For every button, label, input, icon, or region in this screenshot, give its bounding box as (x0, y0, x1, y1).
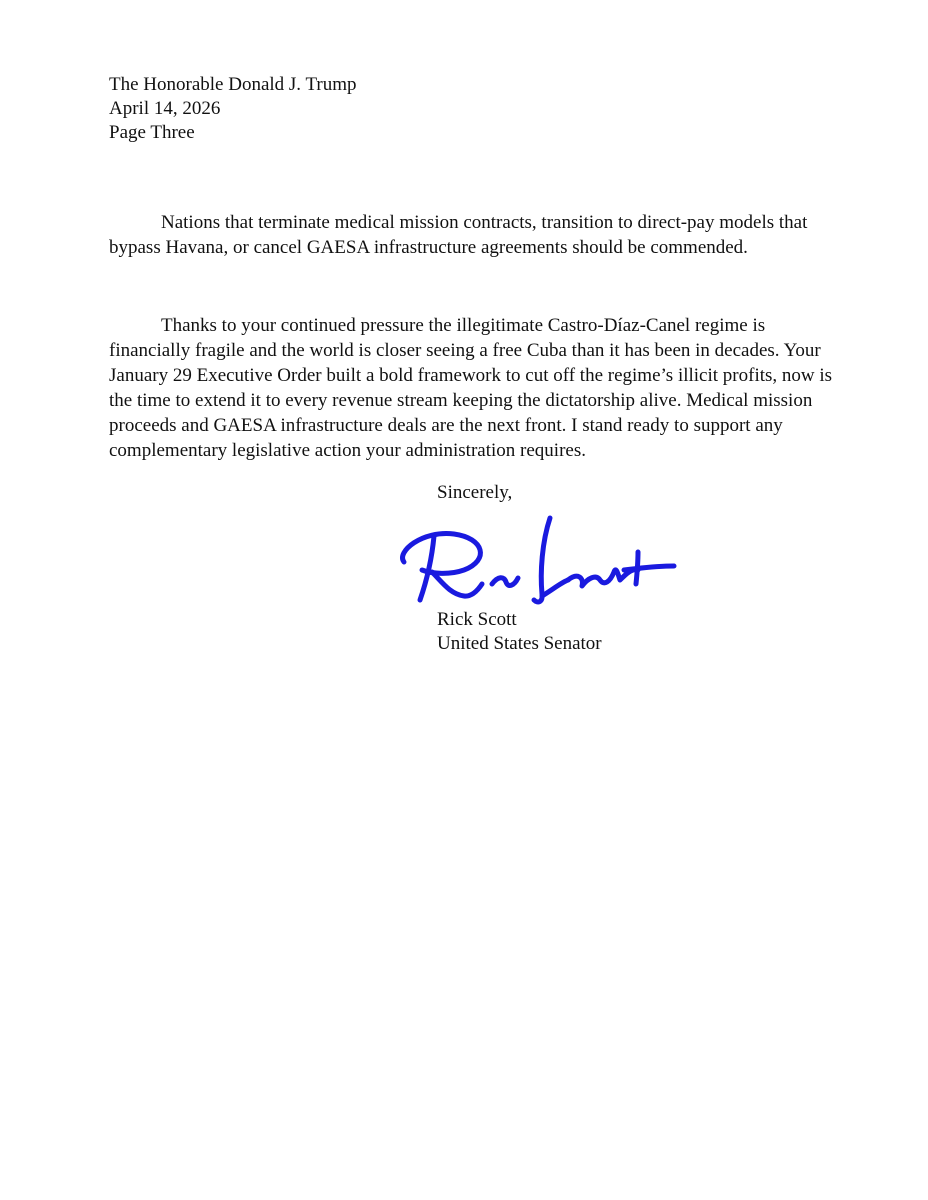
signer-block (437, 608, 602, 656)
signature-stroke-s-join (542, 580, 568, 596)
body-paragraph-2: Thanks to your continued pressure the illegitimate Castro-Díaz-Canel regime is financially fragile and the world is closer seeing a free Cuba than it has been in decades. Your January 29 Executive Order built a bold framework to cut off the regime’s illicit profits, now is the time to extend it to every revenue stream keeping the dictatorship alive. Medical mission proceeds and GAESA infrastructure deals are the next front. I stand ready to support any complementary legislative action your administration requires. (109, 315, 833, 461)
letter-header (109, 73, 357, 145)
page-number-line: Page Three (109, 122, 195, 143)
signature-stroke-r-loop (403, 534, 481, 574)
closing-salutation: Sincerely, (437, 482, 513, 503)
recipient-line: The Honorable Donald J. Trump (109, 74, 357, 95)
handwritten-signature (392, 512, 682, 612)
signer-title: United States Senator (437, 633, 602, 654)
signature-stroke-s-main (534, 518, 550, 602)
signature-stroke-t-cross (624, 566, 674, 570)
date-line: April 14, 2026 (109, 98, 221, 119)
signature-stroke-mid (492, 578, 518, 586)
body-paragraph-1: Nations that terminate medical mission contracts, transition to direct-pay models that bypass Havana, or cancel GAESA infrastructure agreements should be commended. (109, 212, 808, 258)
signer-name: Rick Scott (437, 609, 517, 630)
